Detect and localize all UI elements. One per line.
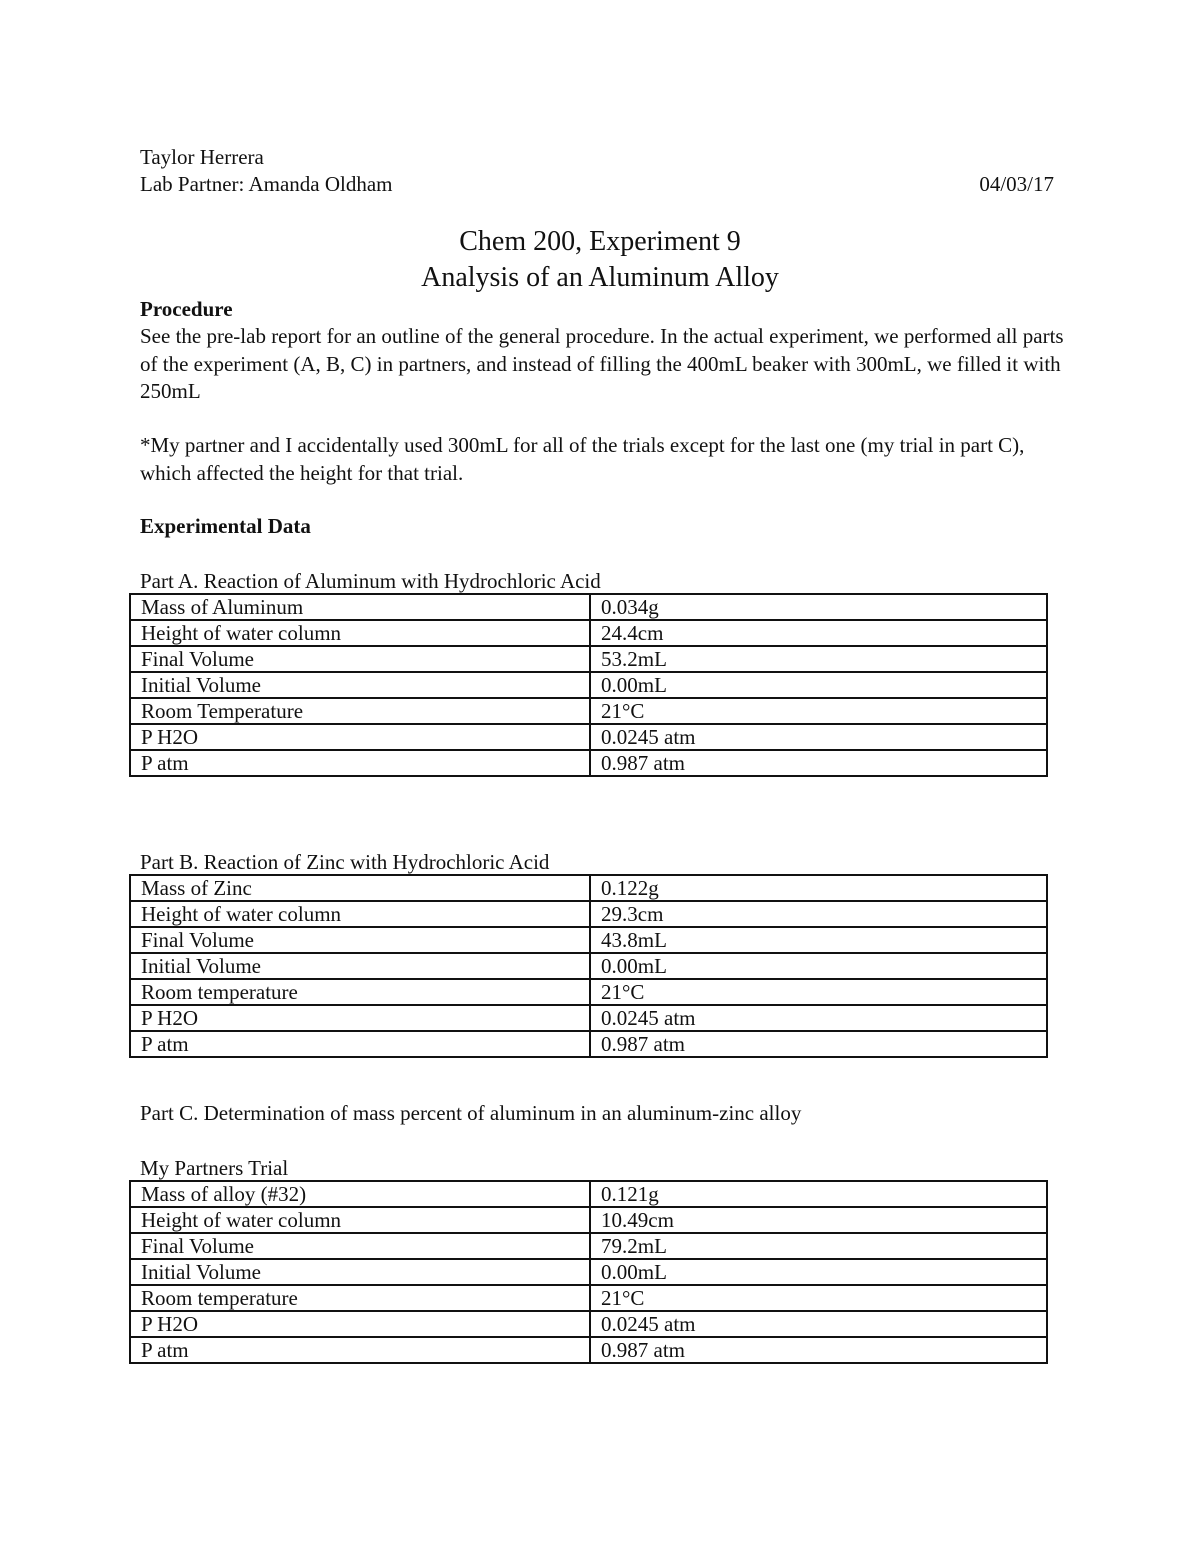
- row-value: 79.2mL: [590, 1233, 1047, 1259]
- procedure-note: *My partner and I accidentally used 300mL for all of the trials except for the last one (my trial in part C), which affected the height for that trial.: [140, 433, 1025, 485]
- part-c-table: [129, 1180, 1048, 1364]
- row-label: P atm: [130, 750, 590, 776]
- table-row: [130, 750, 1047, 776]
- row-value: 0.987 atm: [590, 750, 1047, 776]
- procedure-heading: Procedure: [140, 297, 233, 321]
- row-label: Room temperature: [130, 1285, 590, 1311]
- row-value: 21°C: [590, 1285, 1047, 1311]
- row-label: P atm: [130, 1031, 590, 1057]
- table-row: [130, 1207, 1047, 1233]
- row-value: 0.121g: [590, 1181, 1047, 1207]
- row-value: 0.00mL: [590, 1259, 1047, 1285]
- row-label: Final Volume: [130, 1233, 590, 1259]
- row-label: Room temperature: [130, 979, 590, 1005]
- table-row: [130, 927, 1047, 953]
- table-row: [130, 875, 1047, 901]
- part-b-caption: Part B. Reaction of Zinc with Hydrochloric Acid: [140, 850, 550, 874]
- part-a-table: [129, 593, 1048, 777]
- row-value: 0.034g: [590, 594, 1047, 620]
- row-value: 29.3cm: [590, 901, 1047, 927]
- row-value: 0.987 atm: [590, 1337, 1047, 1363]
- table-row: [130, 1181, 1047, 1207]
- part-c-subcaption: My Partners Trial: [140, 1156, 289, 1180]
- row-label: Height of water column: [130, 1207, 590, 1233]
- row-value: 21°C: [590, 979, 1047, 1005]
- row-label: Initial Volume: [130, 1259, 590, 1285]
- row-value: 0.00mL: [590, 672, 1047, 698]
- row-label: Initial Volume: [130, 953, 590, 979]
- lab-partner: Lab Partner: Amanda Oldham: [140, 172, 393, 196]
- row-label: Mass of Aluminum: [130, 594, 590, 620]
- table-row: [130, 1311, 1047, 1337]
- row-label: P H2O: [130, 1005, 590, 1031]
- table-row: [130, 672, 1047, 698]
- table-row: [130, 1005, 1047, 1031]
- row-value: 0.122g: [590, 875, 1047, 901]
- table-row: [130, 1285, 1047, 1311]
- row-value: 10.49cm: [590, 1207, 1047, 1233]
- document-subtitle: Analysis of an Aluminum Alloy: [421, 262, 779, 293]
- row-value: 24.4cm: [590, 620, 1047, 646]
- table-row: [130, 646, 1047, 672]
- table-row: [130, 953, 1047, 979]
- table-row: [130, 979, 1047, 1005]
- row-label: Mass of Zinc: [130, 875, 590, 901]
- table-row: [130, 724, 1047, 750]
- table-row: [130, 1031, 1047, 1057]
- row-label: Mass of alloy (#32): [130, 1181, 590, 1207]
- row-value: 0.0245 atm: [590, 724, 1047, 750]
- row-value: 21°C: [590, 698, 1047, 724]
- row-value: 0.00mL: [590, 953, 1047, 979]
- experimental-data-heading: Experimental Data: [140, 514, 311, 538]
- table-row: [130, 698, 1047, 724]
- row-label: Initial Volume: [130, 672, 590, 698]
- row-label: Final Volume: [130, 927, 590, 953]
- row-label: P H2O: [130, 1311, 590, 1337]
- table-row: [130, 594, 1047, 620]
- author-name: Taylor Herrera: [140, 145, 264, 169]
- row-value: 0.0245 atm: [590, 1311, 1047, 1337]
- part-a-caption: Part A. Reaction of Aluminum with Hydrochloric Acid: [140, 569, 601, 593]
- row-value: 0.987 atm: [590, 1031, 1047, 1057]
- row-label: P H2O: [130, 724, 590, 750]
- table-row: [130, 620, 1047, 646]
- row-label: P atm: [130, 1337, 590, 1363]
- row-label: Height of water column: [130, 901, 590, 927]
- table-row: [130, 901, 1047, 927]
- report-date: 04/03/17: [979, 172, 1054, 196]
- row-value: 43.8mL: [590, 927, 1047, 953]
- table-row: [130, 1337, 1047, 1363]
- table-row: [130, 1259, 1047, 1285]
- row-label: Final Volume: [130, 646, 590, 672]
- row-label: Room Temperature: [130, 698, 590, 724]
- part-b-table: [129, 874, 1048, 1058]
- procedure-paragraph: See the pre-lab report for an outline of the general procedure. In the actual experiment, we performed all parts of the experiment (A, B, C) in partners, and instead of filling the 400mL beaker with 300mL, we filled it with 250mL: [140, 324, 1064, 403]
- document-title: Chem 200, Experiment 9: [459, 226, 741, 257]
- table-row: [130, 1233, 1047, 1259]
- row-value: 0.0245 atm: [590, 1005, 1047, 1031]
- row-value: 53.2mL: [590, 646, 1047, 672]
- row-label: Height of water column: [130, 620, 590, 646]
- part-c-caption: Part C. Determination of mass percent of aluminum in an aluminum-zinc alloy: [140, 1101, 802, 1125]
